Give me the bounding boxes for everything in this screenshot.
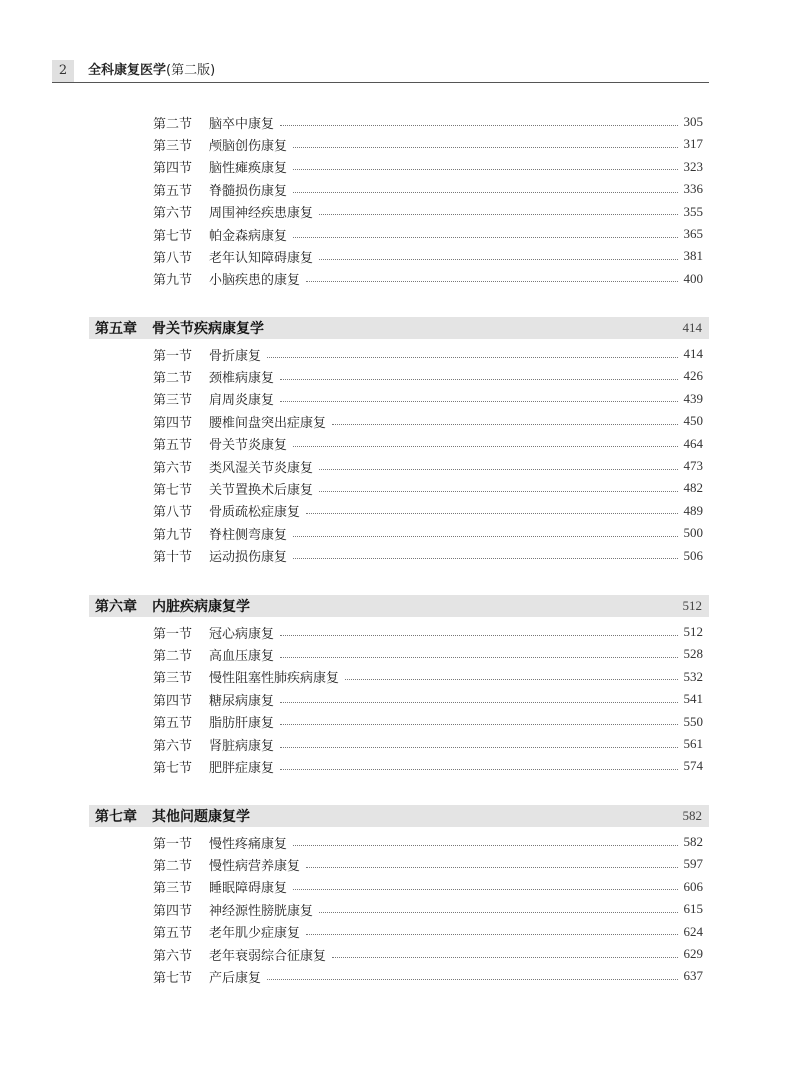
- chapter-title: 其他问题康复学: [152, 809, 250, 825]
- chapter-number: 第五章: [95, 321, 137, 337]
- book-title-text: 全科康复医学: [88, 63, 167, 78]
- section-title: 产后康复: [209, 970, 262, 986]
- toc-chapter-heading[interactable]: [89, 317, 709, 339]
- section-title: 神经源性膀胱康复: [209, 903, 314, 919]
- section-title: 老年认知障碍康复: [209, 250, 314, 266]
- section-number: 第六节: [153, 738, 193, 754]
- toc-section-entry[interactable]: [153, 621, 703, 643]
- dot-leader: [293, 536, 677, 537]
- toc-section-entry[interactable]: [153, 733, 703, 755]
- chapter-page-number: 582: [682, 808, 702, 823]
- section-page-number: 629: [683, 946, 703, 961]
- section-title: 睡眠障碍康复: [209, 881, 288, 897]
- toc-chapter-heading[interactable]: [89, 595, 709, 617]
- toc-section-entry[interactable]: [153, 545, 703, 567]
- section-number: 第八节: [153, 250, 193, 266]
- toc-section-entry[interactable]: [153, 245, 703, 267]
- section-title: 周围神经疾患康复: [209, 206, 314, 222]
- section-page-number: 323: [683, 158, 703, 174]
- toc-section-entry[interactable]: [153, 433, 703, 455]
- section-number: 第七节: [153, 760, 193, 776]
- dot-leader: [306, 867, 677, 868]
- section-title: 高血压康复: [209, 648, 275, 664]
- dot-leader: [293, 192, 677, 193]
- section-title: 腰椎间盘突出症康复: [209, 415, 327, 431]
- toc-section-entry[interactable]: [153, 522, 703, 544]
- dot-leader: [267, 979, 677, 980]
- dot-leader: [280, 401, 677, 402]
- toc-section-entry[interactable]: [153, 943, 703, 965]
- section-page-number: 606: [683, 878, 703, 894]
- chapter-page-number: 512: [682, 598, 702, 613]
- toc-section-entry[interactable]: [153, 921, 703, 943]
- toc-section-entry[interactable]: [153, 477, 703, 499]
- dot-leader: [293, 845, 677, 846]
- section-number: 第十节: [153, 550, 193, 566]
- section-page-number: 528: [683, 646, 703, 662]
- toc-section-entry[interactable]: [153, 500, 703, 522]
- toc-section-entry[interactable]: [153, 643, 703, 665]
- section-number: 第六节: [153, 948, 193, 964]
- page-number: 2: [52, 60, 74, 82]
- section-title: 骨质疏松症康复: [209, 505, 301, 521]
- dot-leader: [306, 934, 677, 935]
- section-title: 帕金森病康复: [209, 228, 288, 244]
- dot-leader: [280, 747, 677, 748]
- section-page-number: 336: [683, 181, 703, 197]
- section-number: 第三节: [153, 881, 193, 897]
- running-header: [52, 60, 709, 83]
- toc-section-entry[interactable]: [153, 688, 703, 710]
- section-title: 慢性疼痛康复: [209, 836, 288, 852]
- section-number: 第一节: [153, 836, 193, 852]
- toc-section-entry[interactable]: [153, 455, 703, 477]
- book-title: [88, 60, 215, 82]
- section-title: 肾脏病康复: [209, 738, 275, 754]
- section-page-number: 582: [683, 834, 703, 849]
- dot-leader: [332, 957, 677, 958]
- section-title: 运动损伤康复: [209, 550, 288, 566]
- section-page-number: 637: [683, 968, 703, 984]
- section-page-number: 439: [683, 390, 703, 406]
- section-page-number: 615: [683, 901, 703, 917]
- section-title: 肩周炎康复: [209, 393, 275, 409]
- toc-section-entry[interactable]: [153, 201, 703, 223]
- section-number: 第二节: [153, 648, 193, 664]
- section-page-number: 561: [683, 736, 703, 751]
- dot-leader: [280, 769, 677, 770]
- chapter-number: 第七章: [95, 809, 137, 825]
- dot-leader: [293, 169, 677, 170]
- dot-leader: [332, 424, 677, 425]
- toc-section-entry[interactable]: [153, 223, 703, 245]
- toc-section-entry[interactable]: [153, 268, 703, 290]
- chapter-title: 骨关节疾病康复学: [152, 321, 264, 337]
- dot-leader: [293, 558, 677, 559]
- dot-leader: [293, 237, 677, 238]
- section-title: 老年衰弱综合征康复: [209, 948, 327, 964]
- toc-section-entry[interactable]: [153, 133, 703, 155]
- section-number: 第四节: [153, 415, 193, 431]
- section-page-number: 482: [683, 480, 703, 496]
- section-title: 脑卒中康复: [209, 116, 275, 132]
- dot-leader: [280, 657, 677, 658]
- toc-section-entry[interactable]: [153, 365, 703, 387]
- dot-leader: [280, 379, 677, 380]
- section-title: 糖尿病康复: [209, 693, 275, 709]
- section-title: 慢性病营养康复: [209, 858, 301, 874]
- section-title: 肥胖症康复: [209, 760, 275, 776]
- dot-leader: [306, 513, 677, 514]
- section-number: 第一节: [153, 348, 193, 364]
- toc-chapter-heading[interactable]: [89, 805, 709, 827]
- section-number: 第二节: [153, 370, 193, 386]
- dot-leader: [319, 912, 677, 913]
- toc-section-entry[interactable]: [153, 898, 703, 920]
- section-title: 慢性阻塞性肺疾病康复: [209, 671, 340, 687]
- section-title: 颅脑创伤康复: [209, 138, 288, 154]
- section-number: 第三节: [153, 393, 193, 409]
- toc-section-entry[interactable]: [153, 178, 703, 200]
- dot-leader: [319, 259, 677, 260]
- toc-section-entry[interactable]: [153, 111, 703, 133]
- section-number: 第五节: [153, 926, 193, 942]
- chapter-number: 第六章: [95, 599, 137, 615]
- section-page-number: 400: [683, 270, 703, 286]
- dot-leader: [280, 702, 677, 703]
- toc-section-entry[interactable]: [153, 343, 703, 365]
- section-title: 脊柱侧弯康复: [209, 527, 288, 543]
- section-page-number: 506: [683, 547, 703, 563]
- section-title: 冠心病康复: [209, 626, 275, 642]
- toc-section-entry[interactable]: [153, 965, 703, 987]
- section-page-number: 512: [683, 624, 703, 639]
- section-number: 第六节: [153, 206, 193, 222]
- section-title: 关节置换术后康复: [209, 482, 314, 498]
- section-page-number: 381: [683, 248, 703, 264]
- dot-leader: [306, 281, 677, 282]
- toc-section-entry[interactable]: [153, 410, 703, 432]
- toc-section-entry[interactable]: [153, 666, 703, 688]
- section-title: 脊髓损伤康复: [209, 183, 288, 199]
- section-page-number: 365: [683, 226, 703, 241]
- dot-leader: [280, 724, 677, 725]
- section-number: 第五节: [153, 438, 193, 454]
- section-page-number: 597: [683, 856, 703, 872]
- section-page-number: 624: [683, 923, 703, 939]
- section-title: 脑性瘫痪康复: [209, 161, 288, 177]
- section-page-number: 489: [683, 502, 703, 518]
- toc-section-entry[interactable]: [153, 711, 703, 733]
- section-page-number: 450: [683, 413, 703, 429]
- dot-leader: [293, 147, 677, 148]
- toc-section-entry[interactable]: [153, 755, 703, 777]
- dot-leader: [345, 679, 677, 680]
- toc-section-entry[interactable]: [153, 388, 703, 410]
- dot-leader: [280, 125, 677, 126]
- section-title: 类风湿关节炎康复: [209, 460, 314, 476]
- section-page-number: 574: [683, 758, 703, 774]
- section-number: 第四节: [153, 693, 193, 709]
- section-page-number: 426: [683, 368, 703, 384]
- dot-leader: [293, 446, 677, 447]
- section-number: 第七节: [153, 228, 193, 244]
- dot-leader: [319, 469, 677, 470]
- dot-leader: [319, 214, 677, 215]
- section-title: 颈椎病康复: [209, 370, 275, 386]
- dot-leader: [319, 491, 677, 492]
- section-number: 第六节: [153, 460, 193, 476]
- section-title: 小脑疾患的康复: [209, 273, 301, 289]
- section-title: 脂肪肝康复: [209, 716, 275, 732]
- section-number: 第三节: [153, 671, 193, 687]
- section-number: 第四节: [153, 903, 193, 919]
- section-number: 第九节: [153, 273, 193, 289]
- toc-section-entry[interactable]: [153, 156, 703, 178]
- dot-leader: [267, 357, 677, 358]
- section-number: 第三节: [153, 138, 193, 154]
- section-page-number: 317: [683, 136, 703, 152]
- section-number: 第七节: [153, 482, 193, 498]
- section-number: 第二节: [153, 858, 193, 874]
- chapter-page-number: 414: [682, 320, 702, 335]
- section-page-number: 550: [683, 713, 703, 729]
- book-edition: (第二版): [166, 63, 216, 78]
- section-page-number: 464: [683, 435, 703, 451]
- section-number: 第九节: [153, 527, 193, 543]
- toc-section-entry[interactable]: [153, 831, 703, 853]
- section-number: 第八节: [153, 505, 193, 521]
- section-title: 老年肌少症康复: [209, 926, 301, 942]
- section-page-number: 473: [683, 458, 703, 473]
- section-title: 骨折康复: [209, 348, 262, 364]
- section-number: 第一节: [153, 626, 193, 642]
- chapter-title: 内脏疾病康复学: [152, 599, 250, 615]
- section-number: 第四节: [153, 161, 193, 177]
- dot-leader: [280, 635, 677, 636]
- section-page-number: 500: [683, 525, 703, 541]
- section-page-number: 541: [683, 691, 703, 707]
- section-number: 第二节: [153, 116, 193, 132]
- toc-section-entry[interactable]: [153, 876, 703, 898]
- section-page-number: 414: [683, 346, 703, 361]
- section-number: 第五节: [153, 716, 193, 732]
- section-page-number: 355: [683, 203, 703, 219]
- section-title: 骨关节炎康复: [209, 438, 288, 454]
- section-page-number: 305: [683, 114, 703, 129]
- toc-section-entry[interactable]: [153, 853, 703, 875]
- section-number: 第七节: [153, 970, 193, 986]
- section-number: 第五节: [153, 183, 193, 199]
- section-page-number: 532: [683, 668, 703, 684]
- dot-leader: [293, 889, 677, 890]
